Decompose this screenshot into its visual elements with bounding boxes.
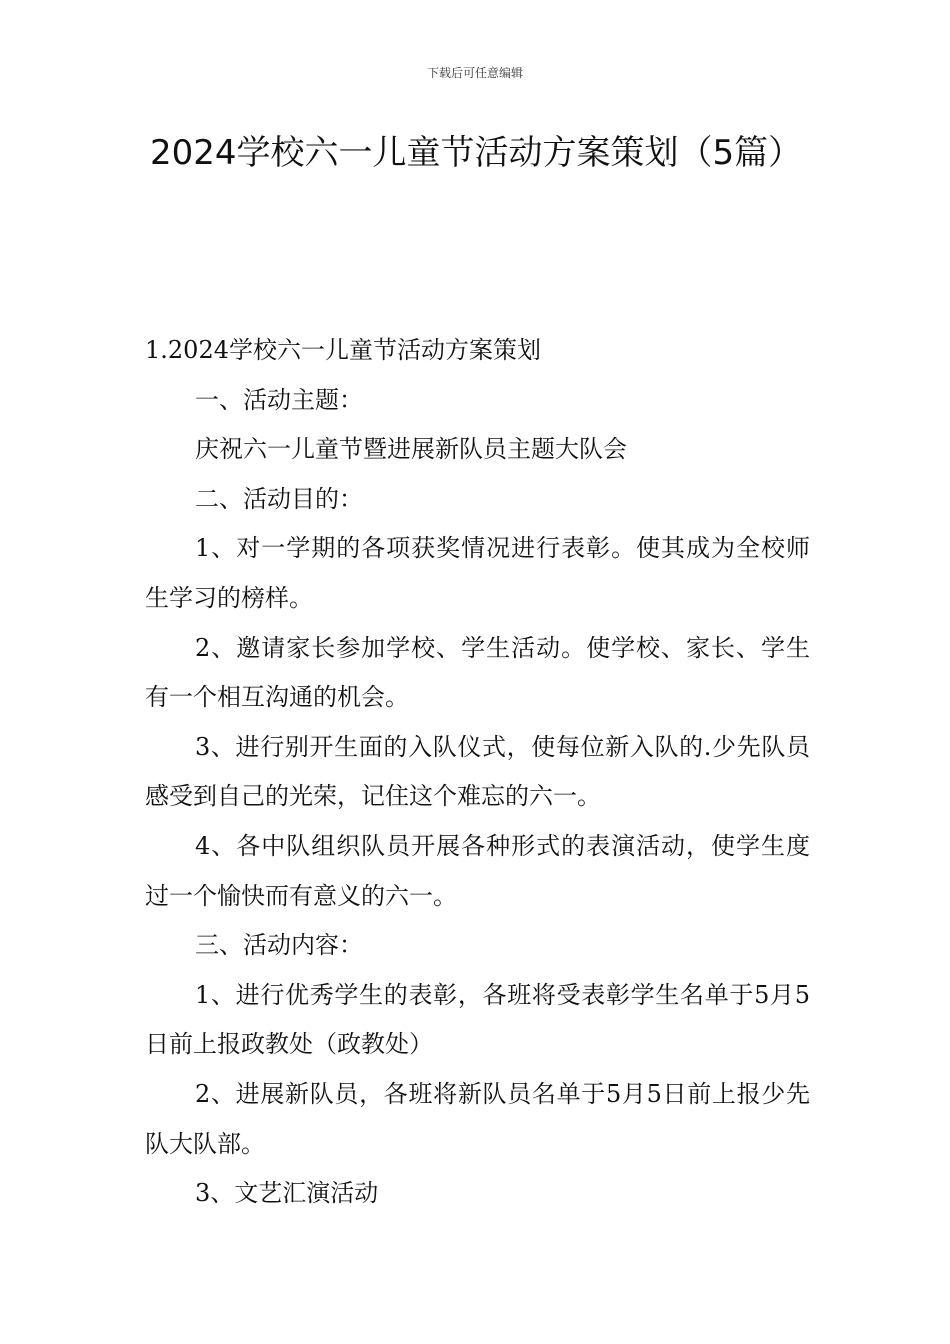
paragraph: 2、进展新队员，各班将新队员名单于5月5日前上报少先队大队部。 (145, 1079, 810, 1158)
paragraph: 一、活动主题： (195, 385, 363, 414)
paragraph: 2、邀请家长参加学校、学生活动。使学校、家长、学生有一个相互沟通的机会。 (145, 633, 810, 712)
paragraph: 3、文艺汇演活动 (195, 1179, 379, 1208)
document-title: 2024学校六一儿童节活动方案策划（5篇） (150, 133, 803, 173)
paragraph: 庆祝六一儿童节暨进展新队员主题大队会 (195, 435, 627, 464)
paragraph: 4、各中队组织队员开展各种形式的表演活动，使学生度过一个愉快而有意义的六一。 (145, 831, 810, 910)
paragraph: 1、对一学期的各项获奖情况进行表彰。使其成为全校师生学习的榜样。 (145, 534, 810, 612)
paragraph: 三、活动内容： (195, 931, 363, 960)
paragraph: 二、活动目的： (195, 484, 363, 513)
paragraph: 1、进行优秀学生的表彰，各班将受表彰学生名单于5月5日前上报政教处（政教处） (145, 980, 810, 1059)
section-heading: 1.2024学校六一儿童节活动方案策划 (145, 336, 541, 364)
paragraph: 3、进行别开生面的入队仪式，使每位新入队的.少先队员感受到自己的光荣，记住这个难忘的六一。 (145, 732, 810, 811)
document-body (145, 326, 810, 1219)
header-note: 下载后可任意编辑 (426, 66, 523, 80)
